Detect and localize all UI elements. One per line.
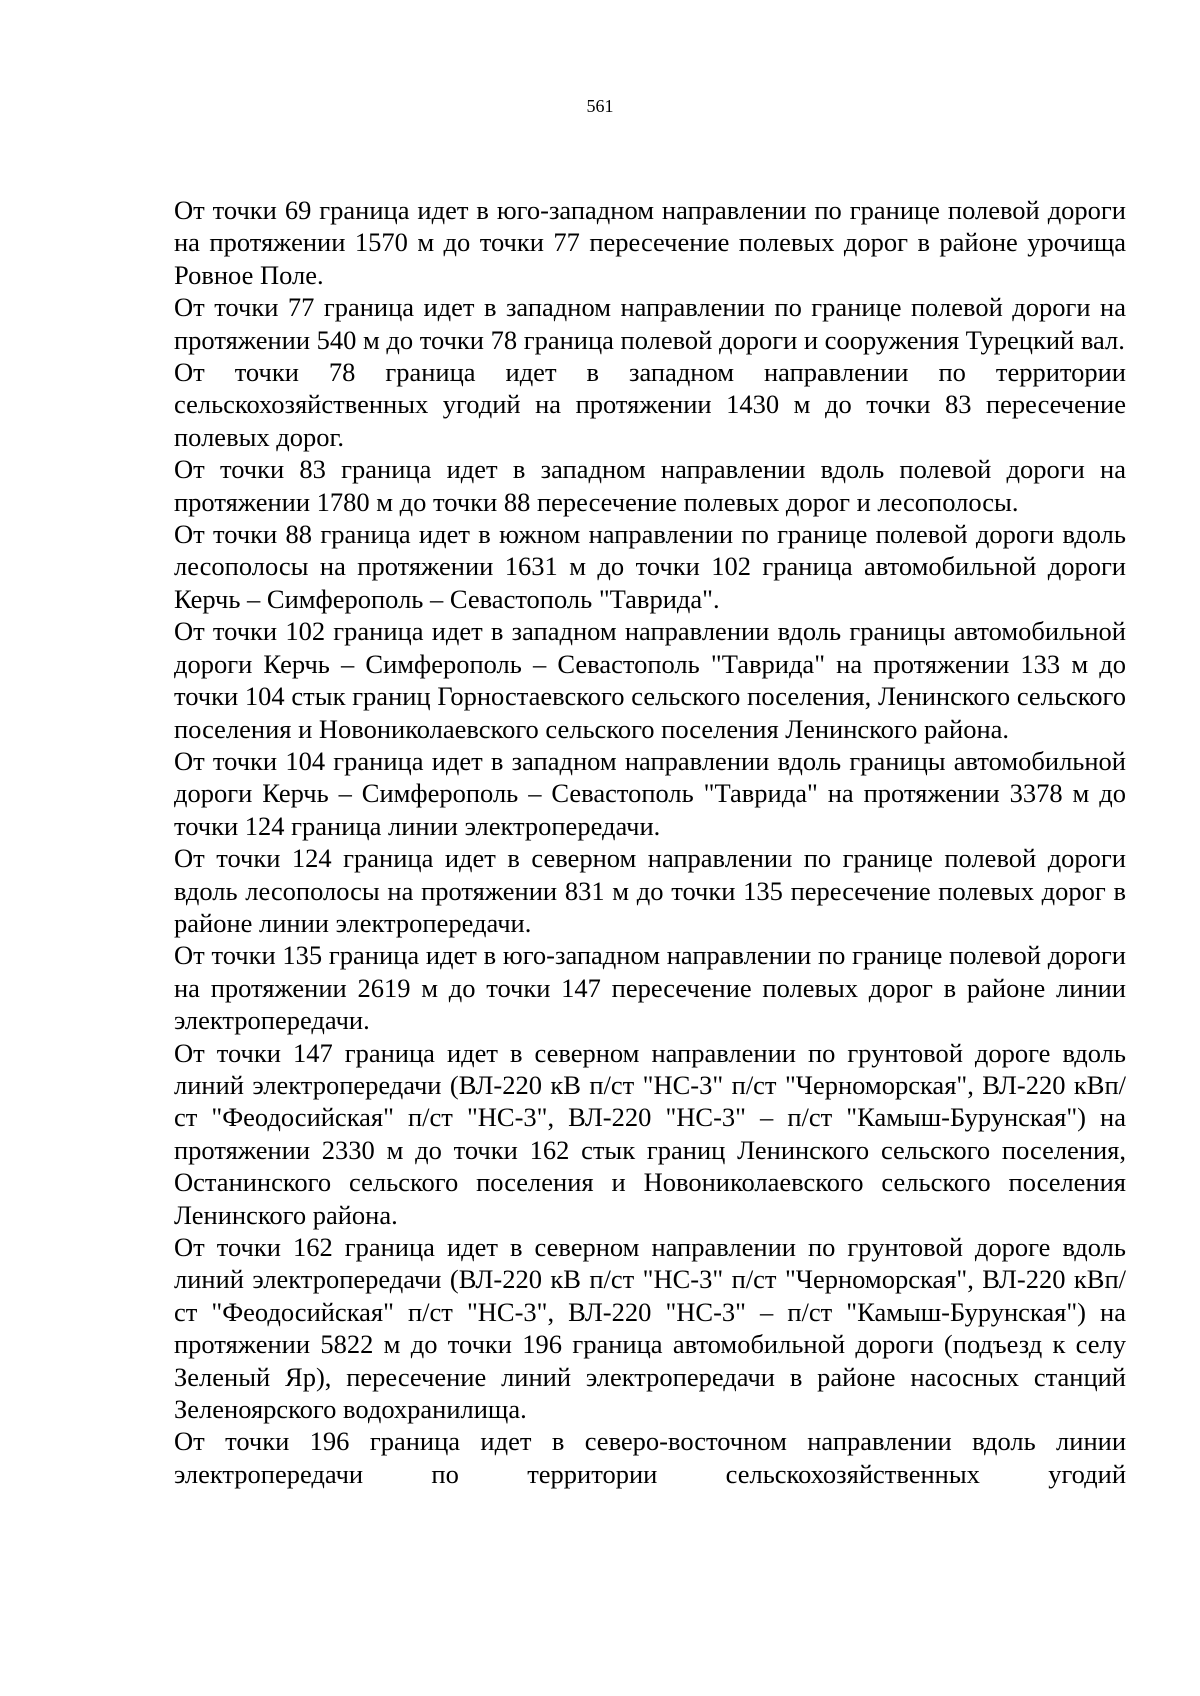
page-number: 561	[586, 96, 614, 116]
document-body	[174, 194, 1126, 1490]
paragraph: От точки 135 граница идет в юго-западном направлении по границе полевой дороги на протяжении 2619 м до точки 147 пересечение полевых дорог в районе линии электропередачи.	[174, 940, 1126, 1036]
paragraph: От точки 77 граница идет в западном направлении по границе полевой дороги на протяжении 540 м до точки 78 граница полевой дороги и сооружения Турецкий вал.	[174, 292, 1126, 355]
paragraph: От точки 196 граница идет в северо-восточном направлении вдоль линии электропередачи по территории сельскохозяйственных угодий	[174, 1426, 1126, 1489]
paragraph: От точки 88 граница идет в южном направлении по границе полевой дороги вдоль лесополосы на протяжении 1631 м до точки 102 граница автомобильной дороги Керчь – Симферополь – Севастополь "Таврида".	[174, 519, 1126, 614]
paragraph: От точки 104 граница идет в западном направлении вдоль границы автомобильной дороги Керчь – Симферополь – Севастополь "Таврида" на протяжении 3378 м до точки 124 граница линии электропередачи.	[174, 745, 1126, 841]
paragraph: От точки 83 граница идет в западном направлении вдоль полевой дороги на протяжении 1780 м до точки 88 пересечение полевых дорог и лесополосы.	[174, 454, 1126, 517]
paragraph: От точки 78 граница идет в западном направлении по территории сельскохозяйственных угодий на протяжении 1430 м до точки 83 пересечение полевых дорог.	[174, 357, 1126, 452]
paragraph: От точки 124 граница идет в северном направлении по границе полевой дороги вдоль лесополосы на протяжении 831 м до точки 135 пересечение полевых дорог в районе линии электропередачи.	[174, 843, 1126, 938]
paragraph: От точки 147 граница идет в северном направлении по грунтовой дороге вдоль линий электропередачи (ВЛ-220 кВ п/ст "НС-3" п/ст "Черноморская", ВЛ-220 кВп/ст "Феодосийская" п/ст "НС-3", ВЛ-220 "НС-3" – п/ст "Камыш-Бурунская") на протяжении 2330 м до точки 162 стык границ Ленинского сельского поселения, Останинского сельского поселения и Новониколаевского сельского поселения Ленинского района.	[174, 1037, 1126, 1230]
paragraph: От точки 162 граница идет в северном направлении по грунтовой дороге вдоль линий электропередачи (ВЛ-220 кВ п/ст "НС-3" п/ст "Черноморская", ВЛ-220 кВп/ст "Феодосийская" п/ст "НС-3", ВЛ-220 "НС-3" – п/ст "Камыш-Бурунская") на протяжении 5822 м до точки 196 граница автомобильной дороги (подъезд к селу Зеленый Яр), пересечение линий электропередачи в районе насосных станций Зеленоярского водохранилища.	[174, 1232, 1126, 1425]
paragraph: От точки 102 граница идет в западном направлении вдоль границы автомобильной дороги Керчь – Симферополь – Севастополь "Таврида" на протяжении 133 м до точки 104 стык границ Горностаевского сельского поселения, Ленинского сельского поселения и Новониколаевского сельского поселения Ленинского района.	[174, 616, 1126, 744]
paragraph: От точки 69 граница идет в юго-западном направлении по границе полевой дороги на протяжении 1570 м до точки 77 пересечение полевых дорог в районе урочища Ровное Поле.	[174, 195, 1126, 290]
